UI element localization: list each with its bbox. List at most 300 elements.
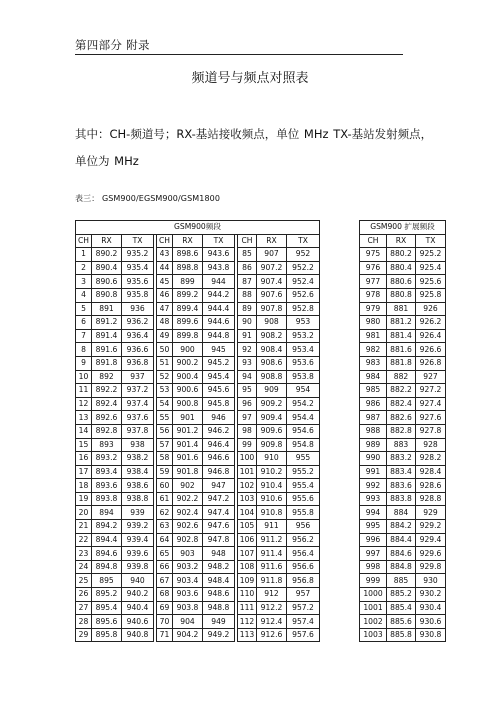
table-cell: 928.8: [416, 492, 446, 506]
column-header: CH: [238, 234, 257, 248]
table-cell: 52: [157, 370, 173, 384]
table-cell: 881.2: [387, 316, 416, 330]
table-cell: 925.2: [416, 248, 446, 262]
table-cell: 927.6: [416, 411, 446, 425]
table-cell: 955.6: [287, 492, 320, 506]
table-cell: 926: [416, 302, 446, 316]
table-cell: 890.8: [92, 288, 122, 302]
table-cell: 937.8: [122, 424, 154, 438]
table-cell: 892.2: [92, 384, 122, 398]
table-cell: 893.6: [92, 479, 122, 493]
table-cell: 880.6: [387, 275, 416, 289]
table-cell: 975: [360, 248, 387, 262]
table-cell: 953.6: [287, 356, 320, 370]
table-cell: 948.2: [203, 560, 235, 574]
table-cell: 111: [238, 601, 257, 615]
table-cell: 946.8: [203, 465, 235, 479]
table-cell: 882.2: [387, 384, 416, 398]
table-cell: 14: [76, 424, 92, 438]
table-cell: 106: [238, 533, 257, 547]
table-cell: 909.4: [257, 411, 287, 425]
table-cell: 892.6: [92, 411, 122, 425]
table-cell: 946.4: [203, 438, 235, 452]
table-cell: 948.4: [203, 574, 235, 588]
table-cell: 911.4: [257, 547, 287, 561]
table-cell: 907.4: [257, 275, 287, 289]
table-cell: 943.8: [203, 261, 235, 275]
table-cell: 989: [360, 438, 387, 452]
table-row: [360, 329, 446, 343]
table-cell: 891: [92, 302, 122, 316]
table-cell: 899: [173, 275, 203, 289]
table-cell: 901.2: [173, 424, 203, 438]
page-title: 频道号与频点对照表: [191, 71, 309, 86]
table-cell: 885.2: [387, 588, 416, 602]
column-header: TX: [203, 234, 235, 248]
table-cell: 907.8: [257, 302, 287, 316]
table-cell: 956.6: [287, 560, 320, 574]
table-cell: 938.6: [122, 479, 154, 493]
column-header: RX: [92, 234, 122, 248]
table-cell: 899.2: [173, 288, 203, 302]
table-row: [360, 547, 446, 561]
column-header: RX: [173, 234, 203, 248]
table-row: [76, 479, 320, 493]
table-cell: 909: [257, 384, 287, 398]
table-row: [360, 438, 446, 452]
table-cell: 87: [238, 275, 257, 289]
table-cell: 882.8: [387, 424, 416, 438]
table-cell: 101: [238, 465, 257, 479]
column-header: RX: [387, 234, 416, 248]
table-cell: 902: [173, 479, 203, 493]
table-cell: 102: [238, 479, 257, 493]
table-cell: 7: [76, 329, 92, 343]
table-cell: 98: [238, 424, 257, 438]
table-cell: 28: [76, 615, 92, 629]
table-row: [360, 288, 446, 302]
table-cell: 100: [238, 452, 257, 466]
table-cell: 880.8: [387, 288, 416, 302]
table-cell: 952.2: [287, 261, 320, 275]
table-row: [76, 574, 320, 588]
table-cell: 955.2: [287, 465, 320, 479]
table-cell: 65: [157, 547, 173, 561]
table-cell: 898.6: [173, 248, 203, 262]
table-row: [360, 615, 446, 629]
table-cell: 893: [92, 438, 122, 452]
table-cell: 945: [203, 343, 235, 357]
table-cell: 894.2: [92, 520, 122, 534]
table-cell: 986: [360, 397, 387, 411]
table-cell: 70: [157, 615, 173, 629]
table-cell: 2: [76, 261, 92, 275]
table-cell: 20: [76, 506, 92, 520]
table-row: [360, 601, 446, 615]
table-cell: 24: [76, 560, 92, 574]
table-cell: 954.4: [287, 411, 320, 425]
table-cell: 97: [238, 411, 257, 425]
table-cell: 983: [360, 356, 387, 370]
table-cell: 999: [360, 574, 387, 588]
column-header-row: [76, 234, 320, 248]
table-cell: 911.6: [257, 560, 287, 574]
table-cell: 944: [203, 275, 235, 289]
table-cell: 50: [157, 343, 173, 357]
table-cell: 8: [76, 343, 92, 357]
table-cell: 901: [173, 411, 203, 425]
table-cell: 990: [360, 452, 387, 466]
table-cell: 984: [360, 370, 387, 384]
table-cell: 91: [238, 329, 257, 343]
table-cell: 957.2: [287, 601, 320, 615]
table-cell: 949.2: [203, 628, 235, 642]
table-cell: 903.6: [173, 588, 203, 602]
header-divider: [75, 54, 403, 55]
table-cell: 930.2: [416, 588, 446, 602]
table-cell: 995: [360, 520, 387, 534]
gsm900-extended-table: [359, 220, 446, 642]
table-cell: 928.2: [416, 452, 446, 466]
table-cell: 954.8: [287, 438, 320, 452]
table-cell: 988: [360, 424, 387, 438]
table-cell: 910.4: [257, 479, 287, 493]
table-cell: 903: [173, 547, 203, 561]
table-cell: 927: [416, 370, 446, 384]
table-cell: 893.2: [92, 452, 122, 466]
table-cell: 991: [360, 465, 387, 479]
table-cell: 946.6: [203, 452, 235, 466]
table-cell: 912.2: [257, 601, 287, 615]
table-cell: 953: [287, 316, 320, 330]
table-cell: 19: [76, 492, 92, 506]
table-cell: 884.6: [387, 547, 416, 561]
table-row: [360, 384, 446, 398]
table-cell: 912.6: [257, 628, 287, 642]
table-row: [76, 397, 320, 411]
table-row: [76, 438, 320, 452]
table-cell: 954: [287, 384, 320, 398]
table-cell: 895.6: [92, 615, 122, 629]
table-cell: 899.6: [173, 316, 203, 330]
table-cell: 882.6: [387, 411, 416, 425]
table-cell: 928: [416, 438, 446, 452]
table-row: [76, 520, 320, 534]
table-cell: 884.4: [387, 533, 416, 547]
table-cell: 900: [173, 343, 203, 357]
table-cell: 925.4: [416, 261, 446, 275]
table-cell: 902.4: [173, 506, 203, 520]
table-cell: 901.4: [173, 438, 203, 452]
table-cell: 107: [238, 547, 257, 561]
gsm900-table: [75, 220, 320, 642]
table-cell: 985: [360, 384, 387, 398]
table-cell: 60: [157, 479, 173, 493]
table-cell: 954.6: [287, 424, 320, 438]
table-cell: 955: [287, 452, 320, 466]
table-row: [76, 261, 320, 275]
table-row: [360, 588, 446, 602]
table-cell: 46: [157, 288, 173, 302]
table-cell: 13: [76, 411, 92, 425]
table-cell: 938.2: [122, 452, 154, 466]
table-cell: 47: [157, 302, 173, 316]
table-cell: 902.8: [173, 533, 203, 547]
table-cell: 939: [122, 506, 154, 520]
table-cell: 69: [157, 601, 173, 615]
column-header: TX: [122, 234, 154, 248]
table-cell: 17: [76, 465, 92, 479]
table-cell: 27: [76, 601, 92, 615]
table-cell: 88: [238, 288, 257, 302]
table-cell: 95: [238, 384, 257, 398]
table-cell: 910.8: [257, 506, 287, 520]
table-cell: 48: [157, 316, 173, 330]
table-cell: 1003: [360, 628, 387, 642]
table-cell: 105: [238, 520, 257, 534]
table-row: [360, 316, 446, 330]
table-cell: 952.8: [287, 302, 320, 316]
table-cell: 110: [238, 588, 257, 602]
table-cell: 928.4: [416, 465, 446, 479]
table-cell: 891.4: [92, 329, 122, 343]
table-row: [360, 302, 446, 316]
table-cell: 943.6: [203, 248, 235, 262]
table-cell: 954.2: [287, 397, 320, 411]
table-cell: 948: [203, 547, 235, 561]
table-cell: 883.6: [387, 479, 416, 493]
table-cell: 899.4: [173, 302, 203, 316]
table-row: [76, 248, 320, 262]
table-row: [76, 452, 320, 466]
table-row: [76, 343, 320, 357]
table-cell: 884.8: [387, 560, 416, 574]
table-cell: 944.6: [203, 316, 235, 330]
table-row: [360, 628, 446, 642]
table-cell: 112: [238, 615, 257, 629]
table-row: [360, 560, 446, 574]
table-row: [76, 329, 320, 343]
table-row: [76, 547, 320, 561]
table-row: [76, 615, 320, 629]
column-header: CH: [76, 234, 92, 248]
table-cell: 976: [360, 261, 387, 275]
table-cell: 944.8: [203, 329, 235, 343]
table-cell: 890.6: [92, 275, 122, 289]
table-cell: 893.8: [92, 492, 122, 506]
table-cell: 15: [76, 438, 92, 452]
table-cell: 996: [360, 533, 387, 547]
table-cell: 937: [122, 370, 154, 384]
table-cell: 994: [360, 506, 387, 520]
table-cell: 992: [360, 479, 387, 493]
table-cell: 86: [238, 261, 257, 275]
table-cell: 926.8: [416, 356, 446, 370]
table-cell: 910: [257, 452, 287, 466]
table-cell: 927.2: [416, 384, 446, 398]
table-cell: 907.2: [257, 261, 287, 275]
table-cell: 5: [76, 302, 92, 316]
table-row: [76, 506, 320, 520]
table-cell: 907.6: [257, 288, 287, 302]
column-header: TX: [287, 234, 320, 248]
table-cell: 894.6: [92, 547, 122, 561]
table-cell: 882.4: [387, 397, 416, 411]
table-cell: 103: [238, 492, 257, 506]
table-cell: 930: [416, 574, 446, 588]
table-cell: 947.8: [203, 533, 235, 547]
table-cell: 957.6: [287, 628, 320, 642]
table-cell: 937.6: [122, 411, 154, 425]
table-cell: 946: [203, 411, 235, 425]
table-cell: 883.8: [387, 492, 416, 506]
table-cell: 947.2: [203, 492, 235, 506]
table-row: [360, 261, 446, 275]
table-cell: 85: [238, 248, 257, 262]
table-row: [76, 275, 320, 289]
intro-paragraph: 其中：CH-频道号；RX-基站接收频点，单位 MHz TX-基站发射频点，单位为 MHz: [75, 127, 433, 168]
table-cell: 900.8: [173, 397, 203, 411]
table-row: [76, 424, 320, 438]
table-cell: 880.4: [387, 261, 416, 275]
table-cell: 907: [257, 248, 287, 262]
table-cell: 68: [157, 588, 173, 602]
table-cell: 891.6: [92, 343, 122, 357]
table-cell: 903.4: [173, 574, 203, 588]
table-cell: 881: [387, 302, 416, 316]
table-cell: 903.2: [173, 560, 203, 574]
table-cell: 945.6: [203, 384, 235, 398]
table-cell: 940: [122, 574, 154, 588]
table-cell: 940.6: [122, 615, 154, 629]
table-row: [360, 411, 446, 425]
table-row: [360, 479, 446, 493]
table-row: [76, 356, 320, 370]
table-cell: 908: [257, 316, 287, 330]
table-cell: 956.4: [287, 547, 320, 561]
table-cell: 25: [76, 574, 92, 588]
table-row: [76, 411, 320, 425]
table-cell: 29: [76, 628, 92, 642]
table-cell: 910.2: [257, 465, 287, 479]
table-cell: 998: [360, 560, 387, 574]
table-row: [360, 275, 446, 289]
table-cell: 948.6: [203, 588, 235, 602]
table-cell: 945.2: [203, 356, 235, 370]
table-cell: 892.8: [92, 424, 122, 438]
group-title-gsm900-extended: GSM900 扩展频段: [360, 221, 446, 235]
table-cell: 26: [76, 588, 92, 602]
table-cell: 936.8: [122, 356, 154, 370]
table-cell: 891.2: [92, 316, 122, 330]
table-cell: 885.8: [387, 628, 416, 642]
table-cell: 981: [360, 329, 387, 343]
table-cell: 978: [360, 288, 387, 302]
table-cell: 881.8: [387, 356, 416, 370]
table-cell: 902.2: [173, 492, 203, 506]
table-cell: 908.8: [257, 370, 287, 384]
table-cell: 54: [157, 397, 173, 411]
table-cell: 993: [360, 492, 387, 506]
table-cell: 1002: [360, 615, 387, 629]
column-header: CH: [157, 234, 173, 248]
table-cell: 911.8: [257, 574, 287, 588]
table-cell: 21: [76, 520, 92, 534]
table-cell: 9: [76, 356, 92, 370]
table-cell: 94: [238, 370, 257, 384]
table-cell: 927.4: [416, 397, 446, 411]
table-row: [360, 506, 446, 520]
table-cell: 44: [157, 261, 173, 275]
table-cell: 93: [238, 356, 257, 370]
table-cell: 891.8: [92, 356, 122, 370]
table-cell: 935.4: [122, 261, 154, 275]
table-cell: 929.8: [416, 560, 446, 574]
table-cell: 16: [76, 452, 92, 466]
table-cell: 63: [157, 520, 173, 534]
table-cell: 90: [238, 316, 257, 330]
table-row: [76, 533, 320, 547]
table-cell: 883: [387, 438, 416, 452]
table-cell: 937.4: [122, 397, 154, 411]
table-cell: 939.8: [122, 560, 154, 574]
table-cell: 946.2: [203, 424, 235, 438]
table-cell: 104: [238, 506, 257, 520]
table-cell: 904: [173, 615, 203, 629]
section-header: 第四部分 附录: [75, 38, 150, 52]
table-cell: 936: [122, 302, 154, 316]
table-cell: 895.2: [92, 588, 122, 602]
table-cell: 947.6: [203, 520, 235, 534]
table-cell: 953.4: [287, 343, 320, 357]
table-cell: 99: [238, 438, 257, 452]
table-cell: 884: [387, 506, 416, 520]
table-cell: 930.8: [416, 628, 446, 642]
table-cell: 952: [287, 248, 320, 262]
table-cell: 59: [157, 465, 173, 479]
table-cell: 899.8: [173, 329, 203, 343]
table-cell: 902.6: [173, 520, 203, 534]
table-cell: 939.2: [122, 520, 154, 534]
table-cell: 945.4: [203, 370, 235, 384]
table-cell: 3: [76, 275, 92, 289]
table-cell: 900.2: [173, 356, 203, 370]
table-row: [360, 492, 446, 506]
table-row: [360, 574, 446, 588]
table-cell: 947: [203, 479, 235, 493]
table-cell: 940.2: [122, 588, 154, 602]
table-cell: 892: [92, 370, 122, 384]
table-row: [360, 370, 446, 384]
table-cell: 935.8: [122, 288, 154, 302]
table-cell: 57: [157, 438, 173, 452]
table-cell: 23: [76, 547, 92, 561]
table-cell: 997: [360, 547, 387, 561]
table-row: [76, 628, 320, 642]
table-row: [76, 370, 320, 384]
table-cell: 953.2: [287, 329, 320, 343]
table-cell: 912.4: [257, 615, 287, 629]
table-cell: 92: [238, 343, 257, 357]
table-cell: 58: [157, 452, 173, 466]
table-cell: 936.2: [122, 316, 154, 330]
table-cell: 956.8: [287, 574, 320, 588]
table-row: [76, 588, 320, 602]
table-cell: 882: [387, 370, 416, 384]
table-cell: 883.2: [387, 452, 416, 466]
table-row: [360, 397, 446, 411]
column-header-row: [360, 234, 446, 248]
